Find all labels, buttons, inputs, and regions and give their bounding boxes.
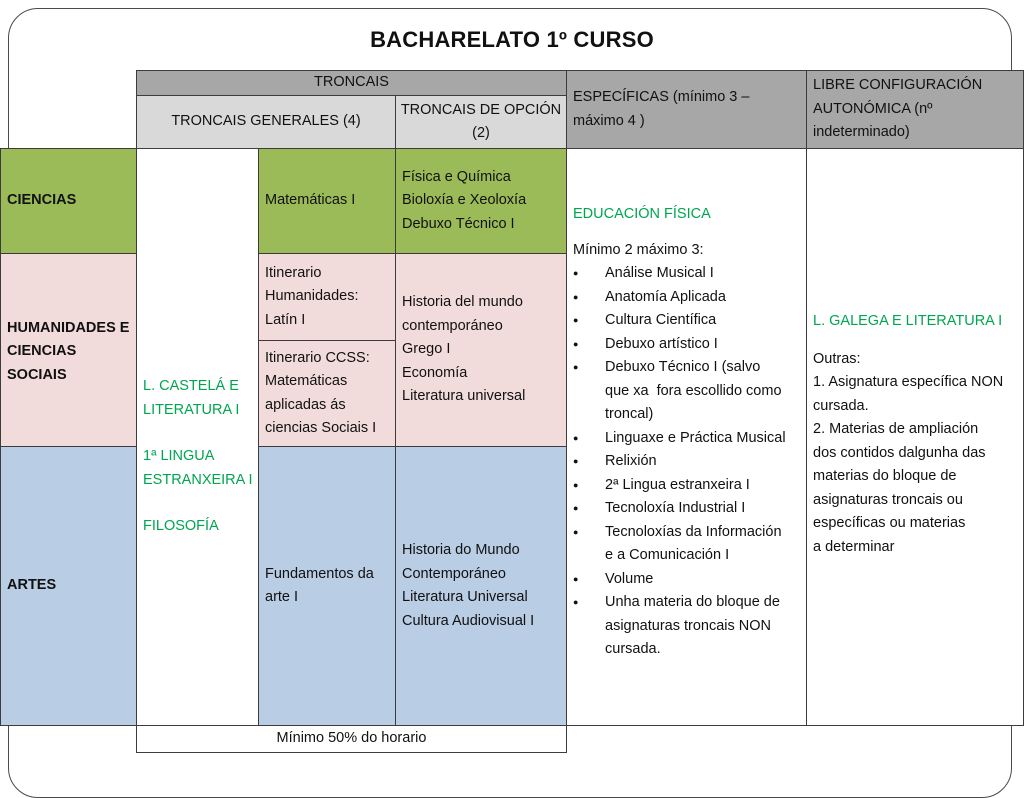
libre-line: específicas ou materias — [813, 515, 966, 531]
list-item — [567, 450, 806, 474]
libre-line: materias do bloque de — [813, 468, 957, 484]
ccss-core-itinerario — [258, 340, 396, 447]
list-item-line: ● Debuxo artístico I — [605, 335, 718, 352]
header-troncais-generales — [136, 95, 396, 149]
ccss-core-line: aplicadas ás — [265, 396, 346, 413]
list-item-line: ● Cultura Científica — [605, 312, 717, 328]
header-libre-line: indeterminado) — [813, 124, 910, 141]
list-item — [567, 521, 806, 568]
list-item-line: ● Relixión — [605, 453, 657, 469]
generales-subjects — [136, 148, 259, 726]
humanidades-core-line: Itinerario — [265, 264, 322, 281]
ciencias-core-text: Matemáticas I — [265, 192, 356, 209]
libre-line: a determinar — [813, 538, 895, 555]
ciencias-options — [395, 148, 567, 254]
list-item — [567, 474, 806, 498]
generales-subject-line: L. CASTELÁ E — [143, 378, 239, 395]
artes-option: Literatura Universal — [402, 589, 528, 605]
ccss-core-line: Matemáticas — [265, 373, 348, 389]
humanidades-option: Grego I — [402, 341, 451, 358]
ccss-core-line: ciencias Sociais I — [265, 420, 377, 436]
list-item — [567, 568, 806, 592]
row-label-artes-text: ARTES — [7, 577, 57, 594]
list-item-line: asignaturas troncais NON — [605, 617, 772, 634]
libre-line: asignaturas troncais ou — [813, 491, 963, 508]
generales-subject-line: ESTRANXEIRA I — [143, 471, 253, 488]
humanidades-core-line: Latín I — [265, 311, 306, 328]
list-item-line: ● Debuxo Técnico I (salvo — [605, 359, 761, 375]
list-item-line: e a Comunicación I — [605, 547, 730, 563]
humanidades-option: Economía — [402, 364, 468, 381]
row-label-humanidades-line: CIENCIAS — [7, 343, 77, 360]
list-item — [567, 427, 806, 451]
humanidades-option: contemporáneo — [402, 317, 503, 334]
libre-line: dos contidos dalgunha das — [813, 444, 986, 461]
spacer — [567, 227, 806, 239]
list-item-line: cursada. — [605, 641, 661, 657]
humanidades-core-itinerario — [258, 253, 396, 341]
ciencias-option: Física e Química — [402, 168, 511, 185]
artes-core-line: arte I — [265, 589, 299, 605]
artes-core — [258, 446, 396, 726]
list-item-line: ● Tecnoloxías da Información — [605, 523, 782, 540]
header-troncais-opcion — [395, 95, 567, 149]
spacer — [143, 422, 254, 445]
especificas-list — [567, 262, 806, 662]
list-item-line: ● Linguaxe e Práctica Musical — [605, 429, 786, 446]
list-item-line: ● Volume — [605, 570, 654, 587]
header-especificas-line: máximo 4 ) — [573, 112, 645, 129]
list-item — [567, 286, 806, 310]
row-label-humanidades-line: SOCIAIS — [7, 366, 67, 383]
libre-line: cursada. — [813, 397, 869, 414]
header-troncais-generales-label: TRONCAIS GENERALES (4) — [171, 113, 361, 130]
row-label-humanidades — [0, 253, 137, 447]
list-item — [567, 591, 806, 662]
list-item-line: ● 2ª Lingua estranxeira I — [605, 476, 750, 493]
list-item-line: que xa fora escollido como — [605, 382, 782, 399]
artes-core-line: Fundamentos da — [265, 565, 374, 582]
especificas-content — [566, 148, 807, 726]
ciencias-core — [258, 148, 396, 254]
list-item — [567, 356, 806, 427]
header-libre-line: AUTONÓMICA (nº — [813, 100, 933, 117]
list-item-line: ● Tecnoloxía Industrial I — [605, 500, 746, 516]
header-especificas-line: ESPECÍFICAS (mínimo 3 – — [573, 89, 750, 105]
libre-content — [806, 148, 1024, 726]
humanidades-option: Literatura universal — [402, 388, 526, 405]
list-item-line: ● Análise Musical I — [605, 265, 714, 281]
header-troncais — [136, 70, 567, 96]
header-especificas — [566, 70, 807, 149]
header-troncais-label: TRONCAIS — [314, 74, 389, 91]
header-troncais-opcion-line: TRONCAIS DE OPCIÓN — [400, 101, 562, 118]
ciencias-option: Debuxo Técnico I — [402, 215, 515, 232]
especificas-intro: Mínimo 2 máximo 3: — [573, 241, 704, 258]
humanidades-options — [395, 253, 567, 447]
header-libre-line: LIBRE CONFIGURACIÓN — [813, 77, 983, 94]
list-item-line: ● Unha materia do bloque de — [605, 594, 780, 610]
list-item — [567, 262, 806, 286]
header-libre — [806, 70, 1024, 149]
ccss-core-line: Itinerario CCSS: — [265, 349, 370, 366]
artes-option: Historia do Mundo — [402, 542, 520, 558]
page-title: BACHARELATO 1º CURSO — [370, 27, 654, 52]
generales-subject-line: 1ª LINGUA — [143, 448, 215, 465]
header-troncais-opcion-line: (2) — [472, 125, 490, 141]
libre-line: 2. Materias de ampliación — [813, 421, 979, 437]
spacer — [143, 492, 254, 515]
especificas-highlight: EDUCACIÓN FÍSICA — [573, 206, 711, 222]
list-item-line: ● Anatomía Aplicada — [605, 288, 726, 305]
artes-option: Cultura Audiovisual I — [402, 612, 535, 629]
row-label-ciencias — [0, 148, 137, 254]
row-label-humanidades-line: HUMANIDADES E — [7, 319, 130, 336]
row-label-ciencias-text: CIENCIAS — [7, 192, 77, 209]
humanidades-core-line: Humanidades: — [265, 288, 359, 305]
spacer — [807, 334, 1023, 348]
list-item — [567, 497, 806, 521]
libre-line: Outras: — [813, 350, 861, 367]
generales-subject-line: FILOSOFÍA — [143, 518, 219, 535]
list-item — [567, 309, 806, 333]
artes-option: Contemporáneo — [402, 565, 506, 582]
row-label-artes — [0, 446, 137, 726]
ciencias-option: Bioloxía e Xeoloxía — [402, 192, 527, 209]
footer-note-text: Mínimo 50% do horario — [276, 730, 427, 747]
libre-highlight: L. GALEGA E LITERATURA I — [813, 313, 1003, 329]
list-item-line: troncal) — [605, 406, 654, 422]
libre-line: 1. Asignatura específica NON — [813, 374, 1004, 390]
generales-subject-line: LITERATURA I — [143, 401, 240, 418]
humanidades-option: Historia del mundo — [402, 294, 523, 311]
list-item — [567, 333, 806, 357]
artes-options — [395, 446, 567, 726]
footer-note — [136, 725, 567, 753]
